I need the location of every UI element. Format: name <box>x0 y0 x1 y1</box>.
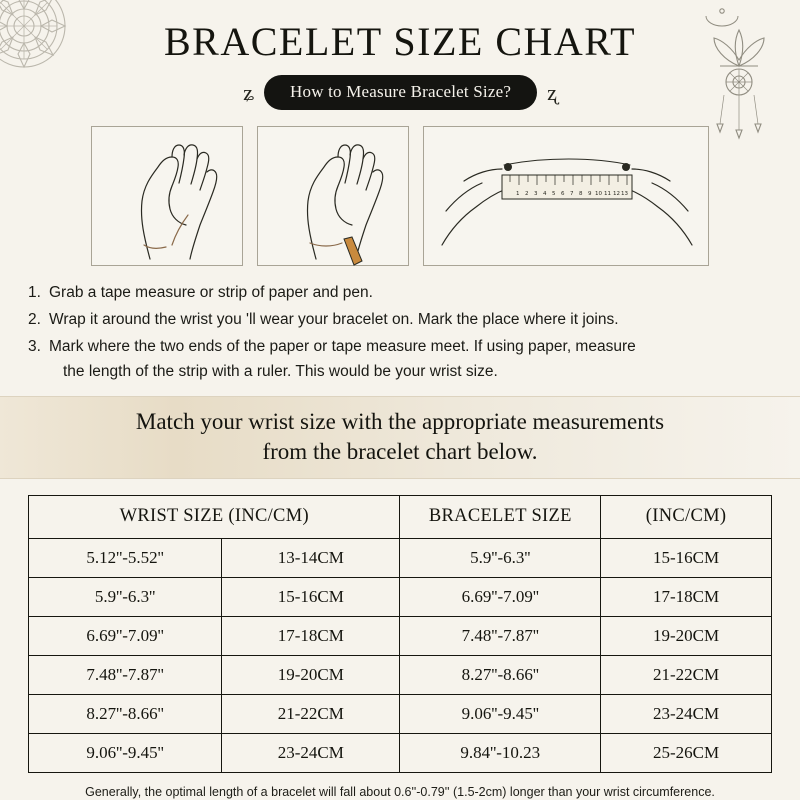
cell-wrist-cm: 23-24CM <box>222 734 400 773</box>
table-header-row <box>29 496 772 539</box>
footnote-text: Generally, the optimal length of a bracelet will fall about 0.6''-0.79'' (1.5-2cm) longer than your wrist circumference. <box>85 785 715 800</box>
svg-text:2: 2 <box>525 191 529 197</box>
cell-bracelet-cm: 17-18CM <box>601 578 772 617</box>
step-text: Grab a tape measure or strip of paper and pen. <box>49 284 373 301</box>
cell-wrist-inch: 6.69''-7.09'' <box>29 617 222 656</box>
page-title: BRACELET SIZE CHART <box>163 19 637 64</box>
step-text-line2: the length of the strip with a ruler. This would be your wrist size. <box>63 363 498 381</box>
cell-bracelet-inch: 7.48''-7.87'' <box>400 617 601 656</box>
step-text-line1: Mark where the two ends of the paper or tape measure meet. If using paper, measure <box>49 338 636 356</box>
hand-with-tape-measure-illustration <box>91 126 243 266</box>
column-header-bracelet-units: (INC/CM) <box>601 496 772 539</box>
how-to-measure-label: How to Measure Bracelet Size? <box>264 75 537 110</box>
table-row <box>29 695 772 734</box>
svg-text:8: 8 <box>579 191 583 197</box>
cell-wrist-inch: 5.12''-5.52'' <box>29 539 222 578</box>
match-wrist-size-band <box>0 396 800 479</box>
column-header-bracelet-size: BRACELET SIZE <box>400 496 601 539</box>
cell-bracelet-cm: 25-26CM <box>601 734 772 773</box>
hand-with-paper-strip-illustration <box>257 126 409 266</box>
list-item <box>28 334 772 384</box>
size-table-container <box>28 495 772 773</box>
table-row <box>29 578 772 617</box>
svg-text:4: 4 <box>543 191 547 197</box>
cell-wrist-inch: 7.48''-7.87'' <box>29 656 222 695</box>
table-row <box>29 617 772 656</box>
cell-bracelet-cm: 15-16CM <box>601 539 772 578</box>
svg-text:11: 11 <box>604 191 611 197</box>
list-item <box>28 280 772 305</box>
cell-bracelet-inch: 6.69''-7.09'' <box>400 578 601 617</box>
band-line-1: Match your wrist size with the appropriate measurements <box>135 409 665 435</box>
cell-bracelet-inch: 9.84''-10.23 <box>400 734 601 773</box>
cell-wrist-inch: 9.06''-9.45'' <box>29 734 222 773</box>
list-item <box>28 307 772 332</box>
cell-wrist-cm: 15-16CM <box>222 578 400 617</box>
svg-text:5: 5 <box>552 191 556 197</box>
measuring-steps-list <box>28 280 772 384</box>
svg-text:7: 7 <box>570 191 574 197</box>
cell-wrist-cm: 21-22CM <box>222 695 400 734</box>
how-to-measure-banner <box>0 75 800 110</box>
svg-text:12: 12 <box>613 191 620 197</box>
cell-wrist-cm: 17-18CM <box>222 617 400 656</box>
table-row <box>29 734 772 773</box>
svg-text:1: 1 <box>516 191 520 197</box>
cell-bracelet-cm: 21-22CM <box>601 656 772 695</box>
cell-bracelet-cm: 19-20CM <box>601 617 772 656</box>
step-text <box>49 334 772 384</box>
right-flourish-icon: ʐ <box>547 79 557 105</box>
mandala-corner-ornament-icon <box>0 0 102 108</box>
hands-measuring-strip-with-ruler-illustration <box>423 126 709 266</box>
cell-bracelet-cm: 23-24CM <box>601 695 772 734</box>
band-line-2: from the bracelet chart below. <box>262 438 538 464</box>
cell-wrist-cm: 13-14CM <box>222 539 400 578</box>
svg-text:9: 9 <box>588 191 592 197</box>
svg-text:10: 10 <box>595 191 602 197</box>
cell-bracelet-inch: 9.06''-9.45'' <box>400 695 601 734</box>
step-number: 2. <box>28 311 41 329</box>
cell-wrist-inch: 8.27''-8.66'' <box>29 695 222 734</box>
step-number: 1. <box>28 284 41 301</box>
cell-wrist-inch: 5.9''-6.3'' <box>29 578 222 617</box>
lotus-dreamcatcher-ornament-icon <box>684 0 794 140</box>
left-flourish-icon: ʑ <box>243 79 255 105</box>
cell-bracelet-inch: 8.27''-8.66'' <box>400 656 601 695</box>
cell-wrist-cm: 19-20CM <box>222 656 400 695</box>
column-header-wrist-size: WRIST SIZE (INC/CM) <box>29 496 400 539</box>
svg-text:13: 13 <box>621 191 628 197</box>
step-number: 3. <box>28 338 41 356</box>
table-row <box>29 539 772 578</box>
size-table <box>28 495 772 773</box>
svg-text:6: 6 <box>561 191 565 197</box>
svg-text:3: 3 <box>534 191 538 197</box>
illustration-row <box>0 126 800 266</box>
cell-bracelet-inch: 5.9''-6.3'' <box>400 539 601 578</box>
table-row <box>29 656 772 695</box>
step-text: Wrap it around the wrist you 'll wear your bracelet on. Mark the place where it joins. <box>49 311 619 329</box>
